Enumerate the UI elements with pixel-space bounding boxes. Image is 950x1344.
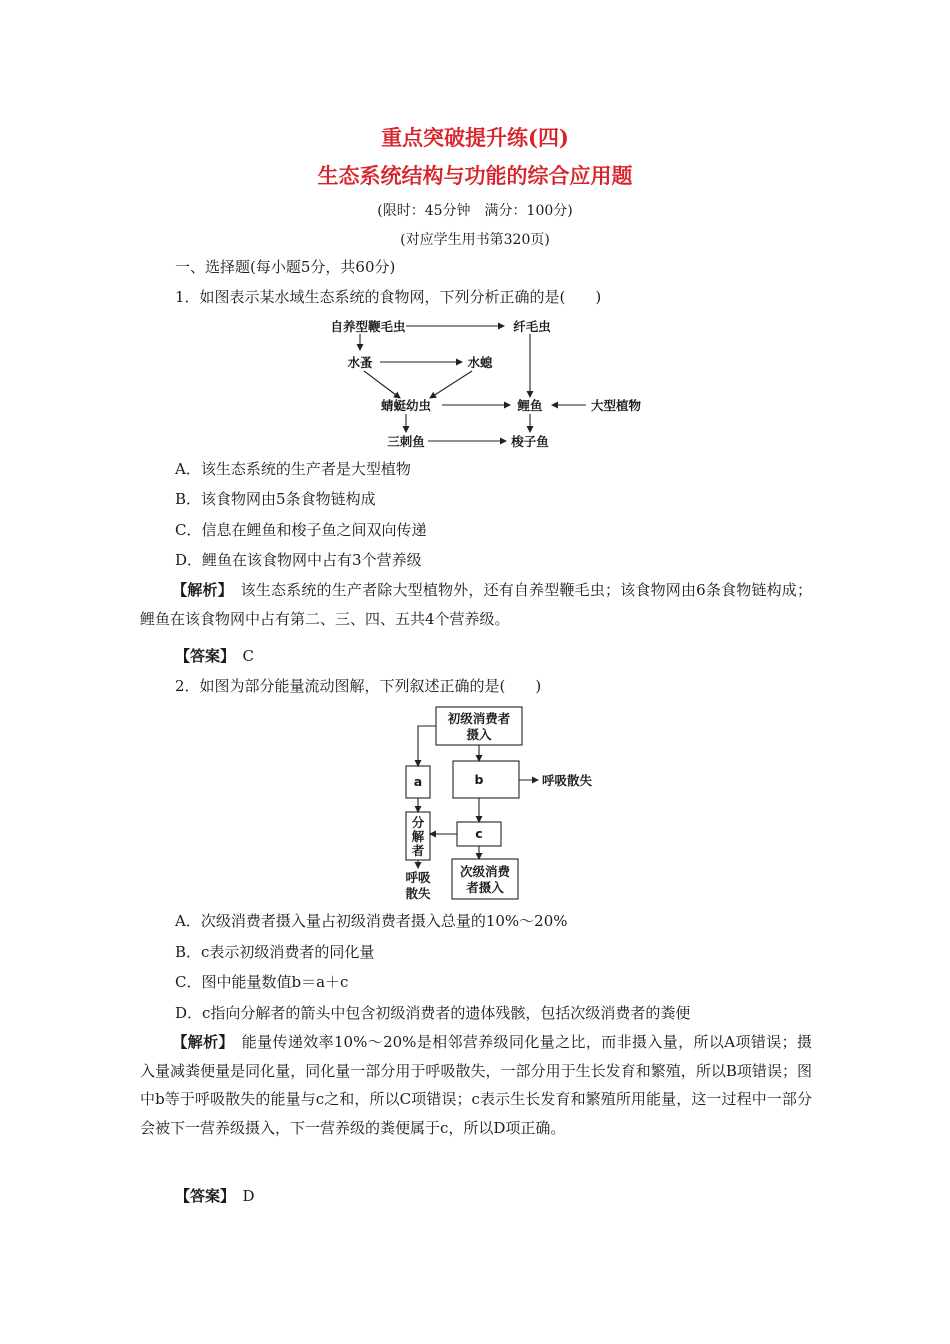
label-decomposer-3: 者 [411,843,425,858]
section-heading: 一、选择题(每小题5分，共60分) [175,258,396,276]
label-c: c [475,826,483,841]
node-large-plant: 大型植物 [590,398,642,413]
q1-option-d: D．鲤鱼在该食物网中占有3个营养级 [175,551,422,569]
q2-option-a: A．次级消费者摄入量占初级消费者摄入总量的10%～20% [175,912,568,930]
node-ciliate: 纤毛虫 [513,319,551,334]
label-b: b [474,772,484,787]
q1-answer-label: 【答案】 [175,647,228,665]
q1-option-a: A．该生态系统的生产者是大型植物 [175,460,411,478]
book-reference: (对应学生用书第320页) [400,232,550,248]
label-secondary-intake-2: 者摄入 [466,880,504,895]
q1-option-b: B．该食物网由5条食物链构成 [175,490,376,508]
q2-option-d: D．c指向分解者的箭头中包含初级消费者的遗体残骸，包括次级消费者的粪便 [175,1004,691,1022]
q2-analysis [140,1028,812,1142]
node-dragonfly-larva: 蜻蜓幼虫 [380,398,432,413]
node-water-flea: 水蚤 [347,355,373,370]
q1-stem: 1．如图表示某水域生态系统的食物网，下列分析正确的是( ) [175,288,602,306]
q2-analysis-text: 能量传递效率10%～20%是相邻营养级同化量之比，而非摄入量，所以A项错误；摄入量减粪便量是同化量，同化量一部分用于呼吸散失，一部分用于生长发育和繁殖，所以B项错误；图中b等于呼吸散失的能量与c之和，所以C项错误；c表示生长发育和繁殖所用能量，这一过程中一部分会被下一营养级摄入，下一营养级的粪便属于c，所以D项正确。 [140,1033,812,1137]
q1-analysis [140,576,812,633]
box-b [453,761,519,798]
arrow-hydra-dragonfly [430,371,472,398]
node-pike: 梭子鱼 [511,434,549,449]
q1-answer [175,645,254,666]
q1-answer-value: C [242,647,255,665]
arrow-waterflea-dragonfly [364,371,400,398]
document-title: 重点突破提升练(四) [381,125,569,150]
label-decomposer-1: 分 [411,815,425,830]
q2-option-c: C．图中能量数值b＝a＋c [175,973,349,991]
label-primary-intake-line2: 摄入 [466,727,492,742]
energy-flow-diagram [380,700,600,906]
node-stickleback: 三刺鱼 [387,434,425,449]
arrow-intake-a [418,726,436,766]
label-a: a [413,774,423,789]
label-secondary-intake-1: 次级消费 [459,864,511,879]
q1-analysis-label: 【解析】 [172,581,226,599]
q2-stem: 2．如图为部分能量流动图解，下列叙述正确的是( ) [175,677,542,695]
q2-option-b: B．c表示初级消费者的同化量 [175,943,375,961]
node-flagellate: 自养型鞭毛虫 [330,319,406,334]
food-web-diagram [330,312,660,454]
label-decomposer-2: 解 [411,829,425,844]
q2-answer-label: 【答案】 [175,1187,228,1205]
q1-option-c: C．信息在鲤鱼和梭子鱼之间双向传递 [175,521,427,539]
node-carp: 鲤鱼 [517,398,543,413]
q2-answer [175,1185,255,1206]
label-primary-intake-line1: 初级消费者 [447,711,511,726]
node-hydra: 水螅 [467,355,493,370]
label-decomposer-resp-1: 呼吸 [405,870,431,885]
label-respiration-loss: 呼吸散失 [541,773,593,788]
q1-analysis-text: 该生态系统的生产者除大型植物外，还有自养型鞭毛虫；该食物网由6条食物链构成；鲤鱼在该食物网中占有第二、三、四、五共4个营养级。 [140,581,812,628]
q2-analysis-label: 【解析】 [172,1033,227,1051]
label-decomposer-resp-2: 散失 [405,886,431,901]
document-subtitle: 生态系统结构与功能的综合应用题 [317,163,633,188]
time-score-limits: (限时：45分钟 满分：100分) [377,203,573,219]
q2-answer-value: D [242,1187,255,1205]
